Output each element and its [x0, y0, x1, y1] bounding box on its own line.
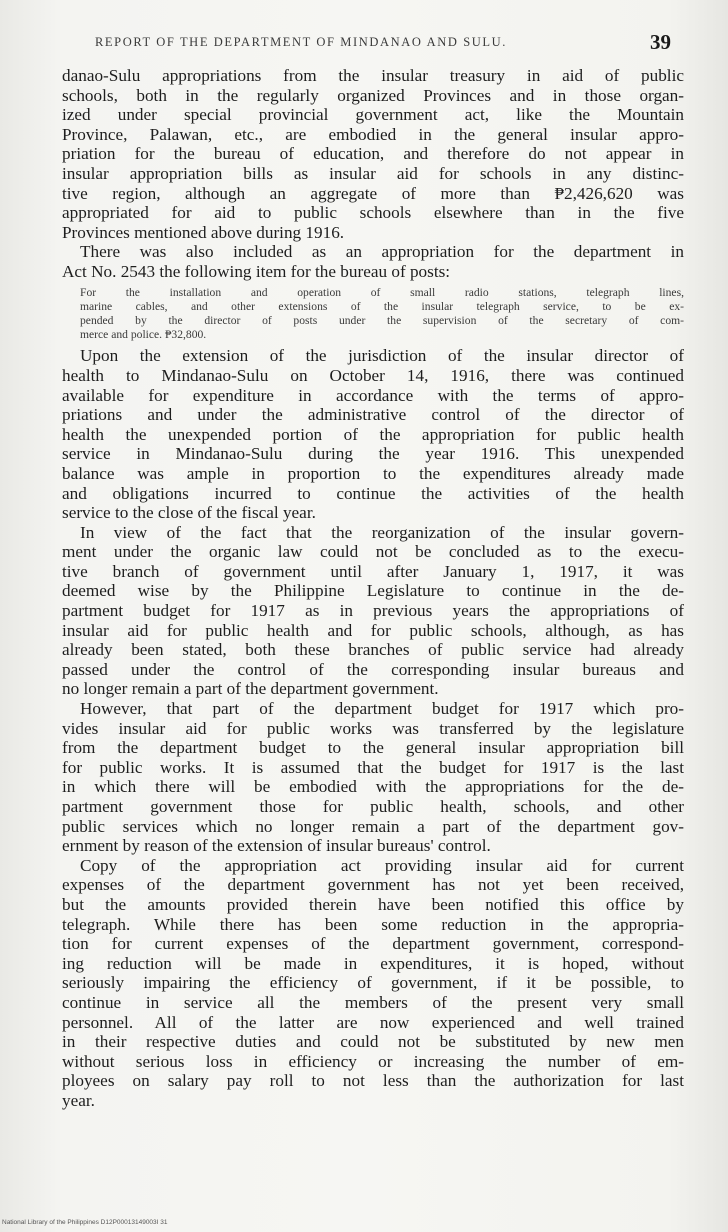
text-line: already been stated, both these branches of public service had already — [62, 640, 684, 660]
text-line: vides insular aid for public works was transferred by the legislature — [62, 718, 684, 738]
text-line: ernment by reason of the extension of insular bureaus' control. — [62, 836, 491, 856]
text-line: available for expenditure in accordance with the terms of appro- — [62, 385, 684, 405]
text-line: ized under special provincial government act, like the Mountain — [62, 105, 684, 125]
text-line: without serious loss in efficiency or increasing the number of em- — [62, 1051, 684, 1071]
text-line: Act No. 2543 the following item for the bureau of posts: — [62, 261, 451, 281]
text-line: health to Mindanao-Sulu on October 14, 1916, there was continued — [62, 365, 684, 385]
text-line: appropriated for aid to public schools elsewhere than in the five — [62, 203, 684, 223]
text-line: but the amounts provided therein have been notified this office by — [62, 894, 684, 914]
page-number: 39 — [650, 30, 671, 54]
text-line: In view of the fact that the reorganization of the insular govern- — [80, 522, 684, 542]
text-line: priations and under the administrative control of the director of — [62, 405, 684, 425]
text-line: in their respective duties and could not be substituted by new men — [62, 1032, 684, 1052]
text-line: service in Mindanao-Sulu during the year 1916. This unexpended — [62, 444, 684, 464]
running-head: REPORT OF THE DEPARTMENT OF MINDANAO AND SULU. — [95, 35, 507, 49]
text-line: year. — [62, 1090, 95, 1110]
text-line: expenses of the department government has not yet been received, — [62, 875, 684, 895]
text-line: passed under the control of the corresponding insular bureaus and — [62, 659, 684, 679]
text-line: danao-Sulu appropriations from the insular treasury in aid of public — [62, 66, 684, 85]
text-line: health the unexpended portion of the appropriation for public health — [62, 424, 684, 444]
text-line: deemed wise by the Philippine Legislature to continue in the de- — [62, 581, 684, 601]
text-line: tive branch of government until after January 1, 1917, it was — [62, 561, 684, 581]
paragraph — [62, 856, 684, 1111]
scan-footer: National Library of the Philippines D12P00013149003I 31 — [2, 1219, 168, 1226]
text-line: Province, Palawan, etc., are embodied in the general insular appro- — [62, 124, 684, 144]
text-line: There was also included as an appropriation for the department in — [80, 242, 684, 262]
text-line: partment budget for 1917 as in previous years the appropriations of — [62, 601, 684, 621]
text-line: insular aid for public health and for public schools, although, as has — [62, 620, 684, 640]
paragraph — [62, 242, 684, 281]
text-line: balance was ample in proportion to the expenditures already made — [62, 463, 684, 483]
text-line: for public works. It is assumed that the budget for 1917 is the last — [62, 757, 684, 777]
text-line: pended by the director of posts under the supervision of the secretary of com- — [80, 313, 684, 327]
paragraph — [62, 346, 684, 522]
page-header — [0, 30, 728, 54]
text-line: from the department budget to the general insular appropriation bill — [62, 738, 684, 758]
text-line: and obligations incurred to continue the activities of the health — [62, 483, 684, 503]
text-line: public services which no longer remain a part of the department gov- — [62, 816, 684, 836]
text-line: ployees on salary pay roll to not less than the authorization for last — [62, 1071, 684, 1091]
text-line: partment government those for public health, schools, and other — [62, 797, 684, 816]
text-line: seriously impairing the efficiency of government, if it be possible, to — [62, 973, 684, 993]
text-line: insular appropriation bills as insular aid for schools in any distinc- — [62, 163, 684, 183]
text-line: no longer remain a part of the department government. — [62, 679, 439, 699]
text-line: tive region, although an aggregate of more than ₱2,426,620 was — [62, 183, 684, 203]
text-line: in which there will be embodied with the appropriations for the de- — [62, 777, 684, 797]
text-line: schools, both in the regularly organized Provinces and in those organ- — [62, 85, 684, 105]
body-text — [62, 66, 684, 1111]
paragraph — [62, 523, 684, 699]
text-line: ment under the organic law could not be concluded as to the execu- — [62, 542, 684, 562]
block-quote — [80, 286, 684, 343]
text-line: Provinces mentioned above during 1916. — [62, 222, 345, 242]
text-line: service to the close of the fiscal year. — [62, 503, 316, 523]
text-line: priation for the bureau of education, and therefore do not appear in — [62, 144, 684, 164]
text-line: marine cables, and other extensions of the insular telegraph service, to be ex- — [80, 299, 684, 313]
text-line: tion for current expenses of the department government, correspond- — [62, 934, 684, 954]
text-line: Upon the extension of the jurisdiction of the insular director of — [80, 346, 684, 366]
text-line: continue in service all the members of the present very small — [62, 992, 684, 1012]
text-line: Copy of the appropriation act providing insular aid for current — [80, 855, 684, 875]
text-line: telegraph. While there has been some reduction in the appropria- — [62, 914, 684, 934]
text-line: merce and police. ₱32,800. — [80, 328, 207, 342]
paragraph — [62, 66, 684, 242]
text-line: personnel. All of the latter are now experienced and well trained — [62, 1012, 684, 1032]
text-line: However, that part of the department budget for 1917 which pro- — [80, 699, 684, 719]
text-line: For the installation and operation of small radio stations, telegraph lines, — [80, 285, 684, 299]
paragraph — [62, 699, 684, 856]
text-line: ing reduction will be made in expenditures, it is hoped, without — [62, 953, 684, 973]
